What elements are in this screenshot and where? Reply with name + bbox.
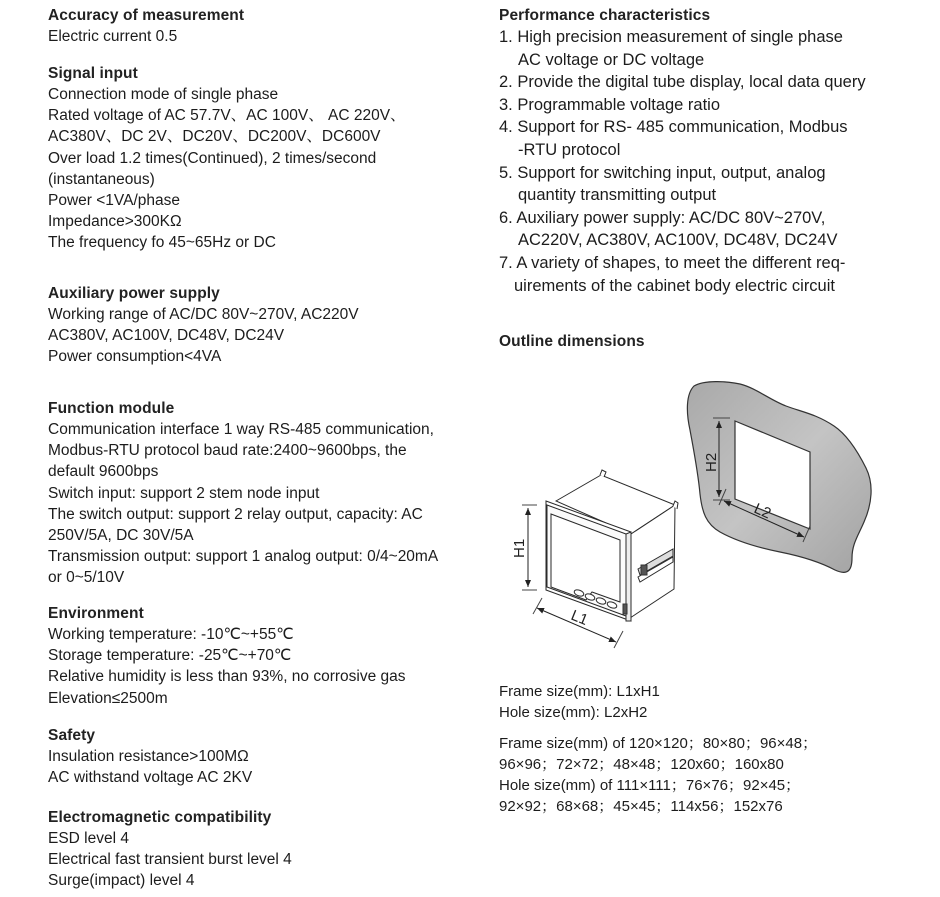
perf-item-1 xyxy=(499,26,919,71)
spec-line: Electric current 0.5 xyxy=(48,28,178,45)
section-signal-input xyxy=(48,63,478,254)
section-heading: Signal input xyxy=(48,65,138,82)
section-heading: Accuracy of measurement xyxy=(48,7,245,24)
perf-item-text: 3. Programmable voltage ratio xyxy=(499,95,721,114)
section-heading: Outline dimensions xyxy=(499,333,645,350)
frame-size-formula: Frame size(mm): L1xH1 xyxy=(499,683,660,700)
spec-line: Communication interface 1 way RS-485 communication, xyxy=(48,421,434,438)
spec-line: Electrical fast transient burst level 4 xyxy=(48,851,292,869)
spec-line: ESD level 4 xyxy=(48,830,129,847)
section-environment xyxy=(48,603,478,709)
section-aux-power xyxy=(48,283,478,368)
spec-line: Transmission output: support 1 analog output: 0/4~20mA xyxy=(48,548,439,566)
spec-line: Working temperature: -10℃~+55℃ xyxy=(48,626,294,643)
size-formula xyxy=(499,681,919,723)
spec-line: Working range of AC/DC 80V~270V, AC220V xyxy=(48,306,359,323)
spec-line: (instantaneous) xyxy=(48,170,155,188)
section-heading: Electromagnetic compatibility xyxy=(48,809,272,826)
size-list-line: 96×96；72×72；48×48；120x60；160x80 xyxy=(499,756,784,773)
spec-line: Power <1VA/phase xyxy=(48,192,180,210)
spec-line: AC380V, AC100V, DC48V, DC24V xyxy=(48,327,285,345)
section-heading: Function module xyxy=(48,400,175,417)
spec-line: AC withstand voltage AC 2KV xyxy=(48,769,253,787)
l2-label: L2 xyxy=(751,500,774,523)
spec-line: Relative humidity is less than 93%, no corrosive gas xyxy=(48,668,406,686)
hole-size-formula: Hole size(mm): L2xH2 xyxy=(499,704,648,721)
section-heading: Environment xyxy=(48,605,144,622)
perf-item-text: 1. High precision measurement of single phase xyxy=(499,28,843,46)
perf-item-5 xyxy=(499,162,919,207)
panel-cutout-illustration xyxy=(687,382,871,573)
perf-item-continuation: quantity transmitting output xyxy=(518,186,717,205)
section-outline-heading xyxy=(499,331,919,352)
spec-line: The frequency fo 45~65Hz or DC xyxy=(48,234,276,252)
spec-line: The switch output: support 2 relay output, capacity: AC xyxy=(48,505,423,523)
l1-label: L1 xyxy=(568,606,591,629)
section-safety xyxy=(48,725,478,788)
perf-item-text: 4. Support for RS- 485 communication, Modbus xyxy=(499,118,848,137)
meter-illustration xyxy=(546,470,678,621)
perf-item-continuation: -RTU protocol xyxy=(518,140,621,159)
section-heading: Auxiliary power supply xyxy=(48,285,220,302)
size-list xyxy=(499,733,919,817)
spec-line: default 9600bps xyxy=(48,463,159,481)
perf-item-text: 7. A variety of shapes, to meet the different req- xyxy=(499,253,846,272)
spec-line: AC380V、DC 2V、DC20V、DC200V、DC600V xyxy=(48,128,381,146)
spec-line: Impedance>300KΩ xyxy=(48,213,182,231)
perf-item-3 xyxy=(499,94,919,117)
section-function-module xyxy=(48,398,478,589)
h2-label: H2 xyxy=(703,452,720,472)
spec-line: Modbus-RTU protocol baud rate:2400~9600bps, the xyxy=(48,442,407,460)
size-list-line: Frame size(mm) of 120×120；80×80；96×48； xyxy=(499,735,818,752)
spec-line: Connection mode of single phase xyxy=(48,86,279,103)
perf-item-continuation: uirements of the cabinet body electric circuit xyxy=(514,276,835,295)
spec-line: Rated voltage of AC 57.7V、AC 100V、 AC 220V、 xyxy=(48,107,406,125)
perf-item-continuation: AC220V, AC380V, AC100V, DC48V, DC24V xyxy=(518,231,838,250)
spec-line: or 0~5/10V xyxy=(48,569,125,587)
section-heading: Safety xyxy=(48,727,96,744)
perf-item-text: 6. Auxiliary power supply: AC/DC 80V~270V, xyxy=(499,208,826,227)
perf-item-6 xyxy=(499,207,919,252)
spec-line: 250V/5A, DC 30V/5A xyxy=(48,527,194,545)
perf-item-text: 2. Provide the digital tube display, local data query xyxy=(499,73,866,92)
perf-item-4 xyxy=(499,116,919,161)
section-heading: Performance characteristics xyxy=(499,7,711,24)
spec-line: Switch input: support 2 stem node input xyxy=(48,484,320,502)
spec-line: Storage temperature: -25℃~+70℃ xyxy=(48,647,292,665)
spec-line: Power consumption<4VA xyxy=(48,348,222,366)
perf-item-text: 5. Support for switching input, output, analog xyxy=(499,163,826,182)
spec-line: Over load 1.2 times(Continued), 2 times/second xyxy=(48,149,377,167)
spec-line: Insulation resistance>100MΩ xyxy=(48,748,249,765)
perf-item-7 xyxy=(499,252,919,297)
perf-item-continuation: AC voltage or DC voltage xyxy=(518,50,705,69)
section-accuracy xyxy=(48,5,478,47)
spec-line: Elevation≤2500m xyxy=(48,689,168,707)
spec-line: Surge(impact) level 4 xyxy=(48,872,195,890)
outline-dimensions-diagram xyxy=(490,372,910,662)
section-emc xyxy=(48,807,478,892)
h1-label: H1 xyxy=(511,538,528,558)
size-list-line: Hole size(mm) of 111×111；76×76；92×45； xyxy=(499,777,801,794)
perf-item-2 xyxy=(499,71,919,94)
size-list-line: 92×92；68×68；45×45；114x56；152x76 xyxy=(499,798,783,815)
section-performance xyxy=(499,5,919,297)
